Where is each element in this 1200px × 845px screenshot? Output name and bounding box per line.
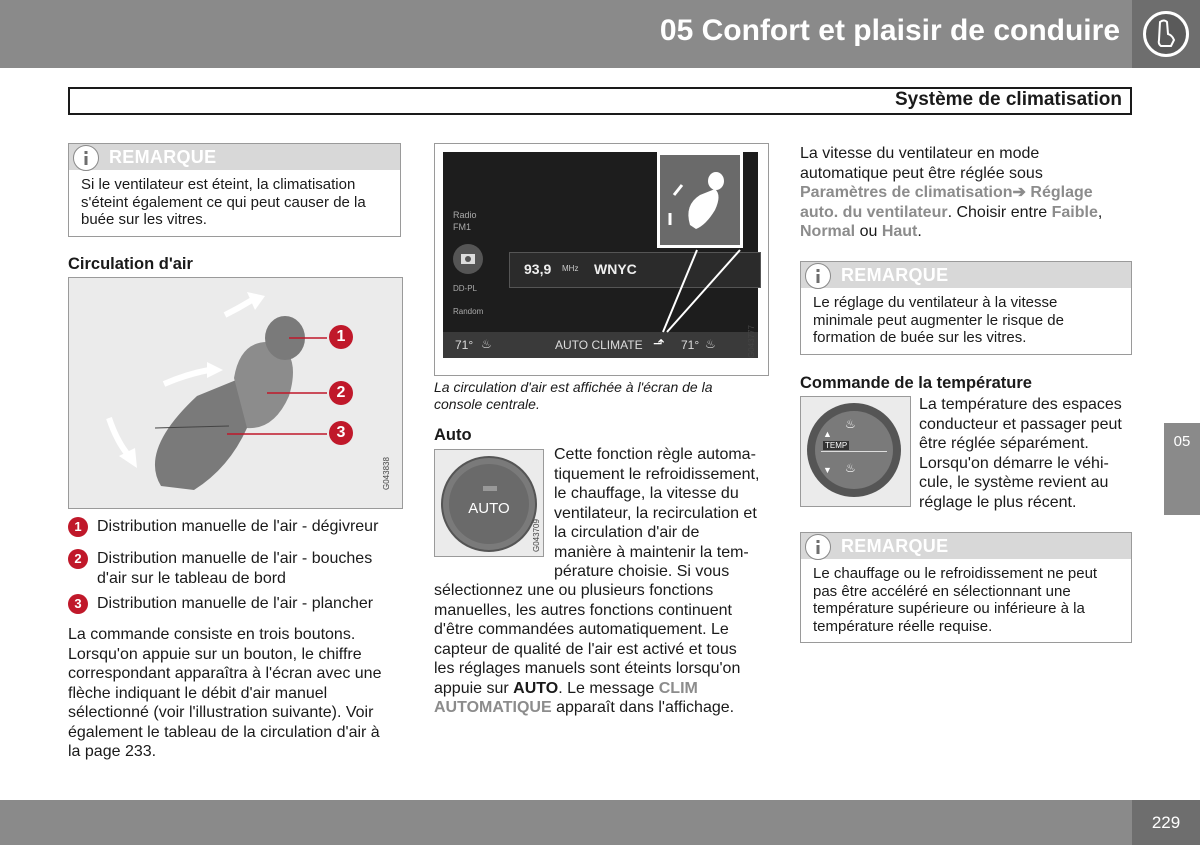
option-normal: Normal: [800, 223, 856, 240]
note-header: [69, 144, 400, 170]
option-haut: Haut: [881, 223, 918, 240]
note-title: REMARQUE: [109, 147, 217, 167]
list-number: 2: [68, 549, 88, 569]
zoom-lines: [435, 144, 768, 375]
temp-knob-figure: [800, 396, 911, 507]
option-faible: Faible: [1051, 203, 1098, 221]
section-title: Système de climatisation: [894, 89, 1122, 110]
note-text: Si le ventilateur est éteint, la climatisation s'éteint également ce qui peut causer de la buée sur les vitres.: [81, 176, 366, 228]
frequency-unit: MHz: [562, 264, 579, 273]
seat-heat-up-icon: ♨: [845, 417, 856, 431]
auto-keyword: AUTO: [513, 679, 559, 697]
page-number: 229: [1151, 813, 1181, 832]
led-indicator: [483, 486, 497, 491]
auto-button: [441, 456, 537, 552]
callout-1: 1: [329, 325, 353, 349]
seat-heat-right-icon: ♨: [705, 337, 716, 351]
menu-path-1: Paramètres de climatisation: [800, 184, 1013, 201]
arrow-icon: ➔: [1012, 184, 1026, 201]
text-line: Lorsqu'on démarre le véhi-: [919, 454, 1109, 472]
auto-text-continued: [434, 581, 752, 718]
note-title: REMARQUE: [841, 536, 949, 556]
text-run: ou: [859, 223, 878, 240]
airflow-seat-icon: ⬏: [653, 335, 665, 351]
seat-heat-left-icon: ♨: [481, 337, 492, 351]
note-text: Le chauffage ou le refroidissement ne peut pas être accéléré en sélectionnant une température supérieure ou inférieure à la température réelle requise.: [813, 565, 1098, 635]
text-line: cule, le système revient au: [919, 474, 1109, 491]
auto-button-label: AUTO: [468, 500, 510, 517]
chapter-tab-label: 05: [1173, 433, 1191, 450]
text-line: La température des espaces: [919, 396, 1122, 413]
chapter-icon-box: [1132, 0, 1200, 68]
page-header: [0, 0, 1200, 68]
note-box-fan-off: [68, 143, 401, 237]
note-box-heating: [800, 532, 1132, 643]
note-box-fan-speed: [800, 261, 1132, 355]
circulation-body-text: La commande consiste en trois boutons. Lorsqu'on appuie sur un bouton, le chiffre correspondant apparaîtra à l'écran avec une flèche indiquant le débit d'air manuel sélectionné (voir l'illustration suivante). Voir également le tableau de la circulation d'air à la page 233.: [68, 626, 382, 760]
text-line: pérature choisie. Si vous: [554, 563, 730, 580]
temp-knob: [807, 403, 901, 497]
auto-heading: Auto: [434, 426, 472, 444]
left-temp: 71°: [455, 338, 474, 352]
circulation-heading: Circulation d'air: [68, 255, 193, 273]
text-line: conducteur et passager peut: [919, 415, 1122, 433]
text-run: .: [917, 223, 922, 240]
info-icon: [805, 263, 831, 289]
radio-label: Radio: [453, 210, 477, 220]
temperature-heading: Commande de la température: [800, 374, 1032, 392]
note-header: [801, 533, 1131, 559]
side-label-1: DD-PL: [453, 284, 478, 293]
text-line: tiquement le refroidissement,: [554, 465, 760, 483]
temperature-text: [919, 395, 1129, 512]
list-number: 1: [68, 517, 88, 537]
list-item: [68, 517, 398, 537]
info-icon: [73, 145, 99, 171]
text-run: ,: [1097, 203, 1103, 221]
seat-heat-down-icon: ♨: [845, 461, 856, 475]
text-line: réglage le plus récent.: [919, 493, 1077, 511]
text-line: manière à maintenir la tem-: [554, 543, 749, 561]
text-line: le chauffage, la vitesse du: [554, 485, 739, 502]
note-title: REMARQUE: [841, 265, 949, 285]
seat-icon: [1143, 11, 1189, 57]
note-header: [801, 262, 1131, 288]
figure-code: G043838: [382, 457, 391, 490]
arrow-up-icon: ▲: [823, 429, 832, 439]
callout-3: 3: [329, 421, 353, 445]
list-item: [68, 549, 398, 588]
display-message: CLIM AUTOMATIQUE: [434, 679, 698, 716]
display-caption: La circulation d'air est affichée à l'écran de la console centrale.: [434, 379, 713, 412]
chapter-title: 05 Confort et plaisir de conduire: [659, 14, 1120, 47]
temp-knob-face: [815, 411, 893, 489]
callout-2: 2: [329, 381, 353, 405]
info-icon: [805, 534, 831, 560]
arrow-down-icon: ▼: [823, 465, 832, 475]
menu-path-2: Réglage auto. du ventilateur: [800, 184, 1093, 221]
note-text: Le réglage du ventilateur à la vitesse minimale peut augmenter le risque de formation de buée sur les vitres.: [813, 294, 1064, 346]
auto-button-figure: [434, 449, 544, 557]
section-bar: [68, 87, 1132, 115]
text-line: ventilateur, la recirculation et: [554, 504, 757, 522]
text-line: la circulation d'air de: [554, 524, 700, 541]
figure-code: G043777: [747, 325, 756, 358]
page-number-box: [1132, 800, 1200, 845]
list-text: Distribution manuelle de l'air - plancher: [97, 595, 374, 612]
figure-code: G043709: [532, 519, 541, 552]
station-name: WNYC: [594, 261, 637, 277]
band-label: FM1: [453, 222, 471, 232]
text-run: . Le message: [558, 679, 655, 697]
divider: [821, 451, 887, 452]
text-run: . Choisir entre: [947, 203, 1048, 221]
center-display-figure: [434, 143, 769, 376]
auto-button-face: [449, 464, 529, 544]
list-item: [68, 594, 398, 614]
text-run: La vitesse du ventilateur en mode automatique peut être réglée sous: [800, 145, 1043, 182]
text-line: Cette fonction règle automa-: [554, 446, 756, 463]
page-footer: [0, 800, 1200, 845]
list-text: Distribution manuelle de l'air - bouches d'air sur le tableau de bord: [97, 550, 373, 587]
chapter-side-tab: [1164, 423, 1200, 515]
right-temp: 71°: [681, 338, 700, 352]
climate-mode: AUTO CLIMATE: [555, 338, 643, 352]
list-number: 3: [68, 594, 88, 614]
list-text: Distribution manuelle de l'air - dégivreur: [97, 518, 379, 535]
side-label-2: Random: [453, 307, 484, 316]
text-run: sélectionnez une ou plusieurs fonctions manuelles, les autres fonctions continuent d'être commandées automatiquement. Le capteur de qualité de l'air est activé et tous les réglages manuels sont éteints lorsqu'on appuie sur: [434, 582, 741, 697]
temp-label: TEMP: [825, 441, 848, 450]
auto-text-right: [554, 445, 769, 582]
text-line: être réglée séparément.: [919, 435, 1089, 452]
frequency: 93,9: [524, 261, 552, 277]
seat-airflow-figure: [68, 277, 403, 509]
text-run: apparaît dans l'affichage.: [556, 699, 735, 716]
fan-speed-text: [800, 144, 1128, 242]
